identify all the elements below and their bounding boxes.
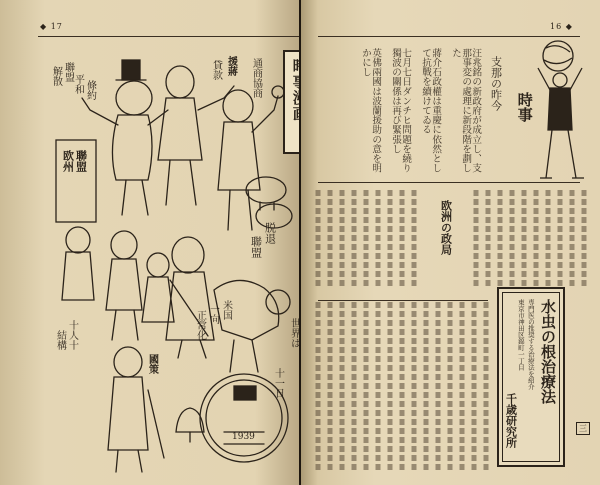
label-top-right-b: 貸款 (210, 60, 222, 80)
label-mid-right: 脱退 (263, 222, 277, 244)
body-col-3: 七月七日ダンチヒ問題を繞り獨波の關係は再び緊張し (390, 48, 412, 173)
label-top-left-c: 平和 (72, 74, 84, 94)
ad-line-1: 専門医の推奨する治療法を紹介 (526, 299, 535, 390)
right-page (300, 0, 600, 485)
label-top-right-a: 援蔣 (225, 56, 237, 76)
body-col-1: 汪兆銘の新政府が成立し、支那事変の處理に新段階を劃した (450, 48, 482, 173)
label-lower-right-a: 米国 (220, 300, 232, 320)
upper-section-rule (318, 182, 580, 183)
label-banner-left: 欧州 (61, 150, 75, 172)
label-mid-right-2: 聯盟 (249, 236, 263, 258)
headline-2: 欧洲の政局 (439, 200, 453, 255)
section-title: 時事 (515, 92, 534, 122)
label-top-left-a: 聯盟 (62, 62, 74, 82)
ad-publisher: 千歳研究所 (504, 393, 518, 448)
label-lower-left-a: 十人十 (66, 320, 78, 350)
label-bottom-center: 世界は (288, 318, 300, 348)
headline-1: 支那の昨今 (489, 56, 503, 111)
right-header-rule (318, 36, 580, 37)
advertisement-inner (502, 292, 560, 462)
right-folio: 16 ◆ (550, 22, 573, 31)
ad-line-2: 東京市神田区錦町一丁目 (516, 299, 525, 371)
label-lower-right-c: 正常化 (194, 310, 206, 340)
ad-title: 水虫の根治療法 (539, 299, 557, 404)
cartoon-illustration (38, 40, 300, 478)
label-top-left-b: 解散 (50, 66, 62, 86)
left-header-rule (38, 36, 300, 37)
label-bottom-year: 1939 (232, 432, 255, 442)
label-lower-right-b: 一向 (207, 304, 219, 324)
label-lower-left-b: 結構 (54, 330, 66, 350)
label-bottom-person: 國策 (146, 354, 158, 374)
left-folio-number: 17 (50, 22, 63, 31)
right-folio-number: 16 (550, 22, 563, 31)
label-top-center: 通商協商 (250, 58, 262, 98)
label-bottom-right: 十一日 (272, 368, 284, 398)
strongman-figure (528, 38, 598, 188)
body-col-4: 英佛兩國は波蘭援助の意を明かにし (360, 48, 382, 173)
advertisement-box (497, 287, 565, 467)
gutter (299, 0, 301, 485)
page-mark: 三 (576, 422, 590, 435)
lower-section-rule (318, 300, 488, 301)
body-col-2: 蔣介石政權は重慶に依然として抗戰を續けてゐる (420, 48, 442, 173)
label-top-left-d: 條約 (84, 80, 96, 100)
left-folio: ◆ 17 (40, 22, 63, 31)
label-banner-left-2: 聯盟 (74, 150, 88, 172)
